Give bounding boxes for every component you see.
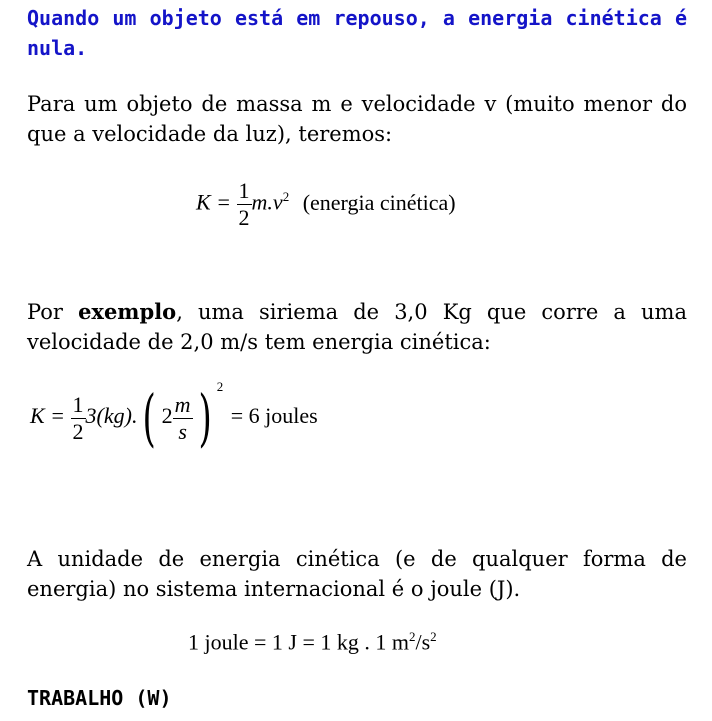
- joule-mid: /s: [415, 629, 431, 655]
- example-lhs: K =: [30, 403, 66, 429]
- right-paren: ): [197, 381, 212, 454]
- left-paren: (: [142, 381, 157, 454]
- formula-body: m.v: [251, 189, 283, 215]
- unit-fraction: [173, 392, 193, 445]
- joule-exp1: 2: [408, 629, 416, 644]
- formula-note: (energia cinética): [302, 189, 456, 215]
- formula-fraction: [237, 178, 252, 231]
- formula-lhs: K =: [196, 189, 232, 215]
- example-result: = 6 joules: [230, 403, 318, 429]
- example-exponent: 2: [216, 378, 224, 394]
- example-mass: 3(kg).: [85, 403, 138, 429]
- formula-exponent: 2: [282, 189, 290, 205]
- fraction-denominator: 2: [238, 205, 250, 230]
- example-fraction-numerator: 1: [72, 391, 84, 417]
- unit-numerator: m: [174, 391, 191, 417]
- joule-definition: [188, 629, 437, 655]
- example-post: , uma siriema de 3,0 Kg que corre a uma velocidade de 2,0 m/s tem energia cinética:: [27, 300, 687, 354]
- example-fraction-denominator: 2: [72, 418, 84, 444]
- kinetic-energy-formula: [196, 178, 456, 231]
- example-fraction: [71, 392, 86, 445]
- paragraph-unit: A unidade de energia cinética (e de qualquer forma de energia) no sistema internacional é o joule (J).: [27, 547, 687, 601]
- paragraph-example: [27, 297, 687, 357]
- joule-left: 1 joule = 1 J = 1 kg . 1 m: [188, 629, 409, 655]
- fraction-numerator: 1: [238, 178, 250, 203]
- intro-statement: Quando um objeto está em repouso, a energia cinética é nula.: [27, 6, 687, 60]
- joule-exp2: 2: [430, 629, 437, 644]
- example-formula: [30, 378, 318, 454]
- example-velocity: 2: [161, 403, 173, 429]
- unit-denominator: s: [178, 418, 187, 444]
- section-heading: TRABALHO (W): [27, 686, 172, 710]
- example-pre: Por: [27, 300, 79, 324]
- example-bold: exemplo: [78, 299, 177, 324]
- paragraph-definition: Para um objeto de massa m e velocidade v (muito menor do que a velocidade da luz), teremos:: [27, 92, 687, 146]
